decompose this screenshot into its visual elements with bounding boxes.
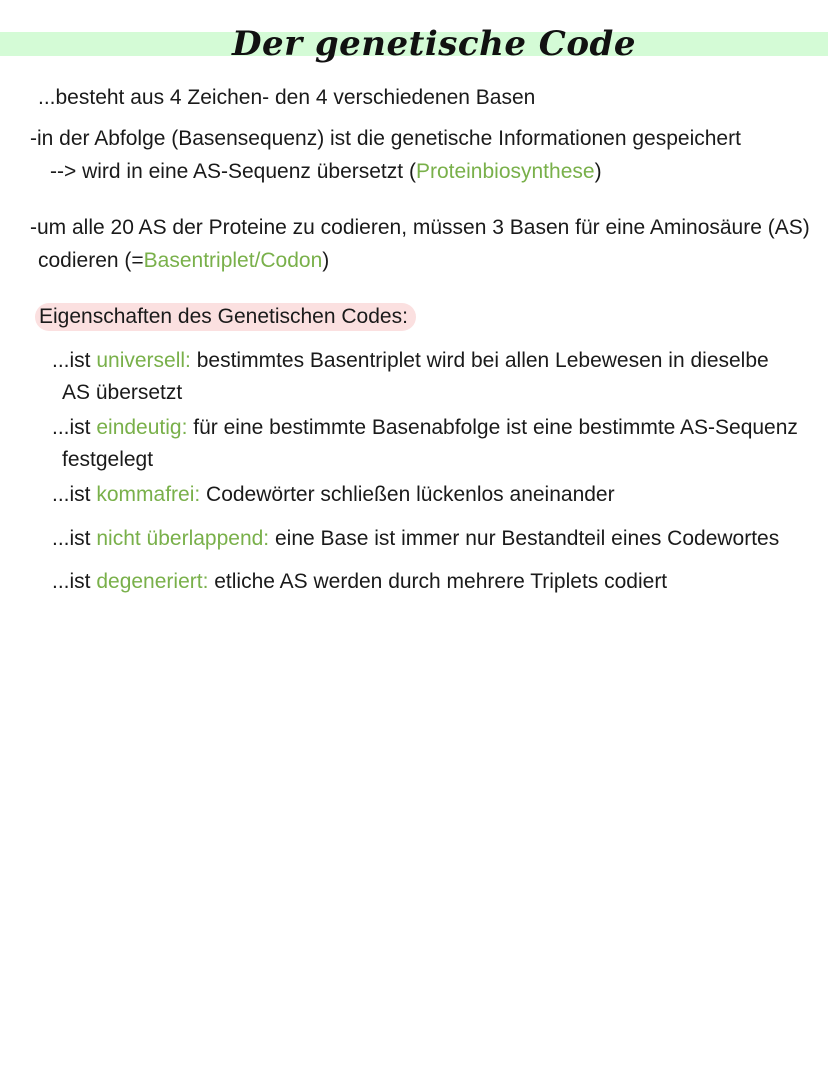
codon-text: codieren (= [38, 249, 144, 272]
property-eindeutig-cont: festgelegt [62, 448, 154, 471]
translation-close: ) [594, 160, 602, 183]
property-prefix: ...ist [52, 349, 97, 372]
property-term: kommafrei: [96, 483, 201, 506]
property-nicht-ueberlappend [52, 525, 779, 553]
property-text: Codewörter schließen lückenlos aneinander [200, 483, 615, 506]
intro-line-codon-cont [38, 247, 329, 275]
property-prefix: ...ist [52, 483, 97, 506]
property-degeneriert [52, 568, 667, 596]
translation-text: --> wird in eine AS-Sequenz übersetzt ( [50, 160, 416, 183]
property-term: degeneriert: [96, 570, 209, 593]
property-kommafrei [52, 481, 615, 509]
property-text: für eine bestimmte Basenabfolge ist eine bestimmte AS-Sequenz [187, 416, 798, 439]
property-text: etliche AS werden durch mehrere Triplets codiert [208, 570, 668, 593]
term-basentriplet: Basentriplet/Codon [143, 249, 323, 272]
property-universell [52, 347, 769, 375]
section-heading: Eigenschaften des Genetischen Codes: [35, 303, 416, 331]
property-eindeutig [52, 414, 798, 442]
codon-close: ) [322, 249, 330, 272]
page-title: Der genetische Code [232, 24, 636, 64]
property-term: nicht überlappend: [96, 527, 270, 550]
intro-line-codon: -um alle 20 AS der Proteine zu codieren, müssen 3 Basen für eine Aminosäure (AS) [30, 216, 810, 239]
term-proteinbiosynthese: Proteinbiosynthese [415, 160, 595, 183]
property-term: eindeutig: [96, 416, 188, 439]
property-prefix: ...ist [52, 570, 97, 593]
intro-line-sequence: -in der Abfolge (Basensequenz) ist die genetische Informationen gespeichert [30, 127, 741, 150]
property-text: eine Base ist immer nur Bestandteil eines Codewortes [269, 527, 780, 550]
property-text: bestimmtes Basentriplet wird bei allen Lebewesen in dieselbe [190, 349, 769, 372]
property-universell-cont: AS übersetzt [62, 381, 183, 404]
property-prefix: ...ist [52, 527, 97, 550]
intro-line-bases: ...besteht aus 4 Zeichen- den 4 verschiedenen Basen [38, 86, 536, 109]
intro-line-translation [50, 158, 602, 186]
property-prefix: ...ist [52, 416, 97, 439]
property-term: universell: [96, 349, 191, 372]
